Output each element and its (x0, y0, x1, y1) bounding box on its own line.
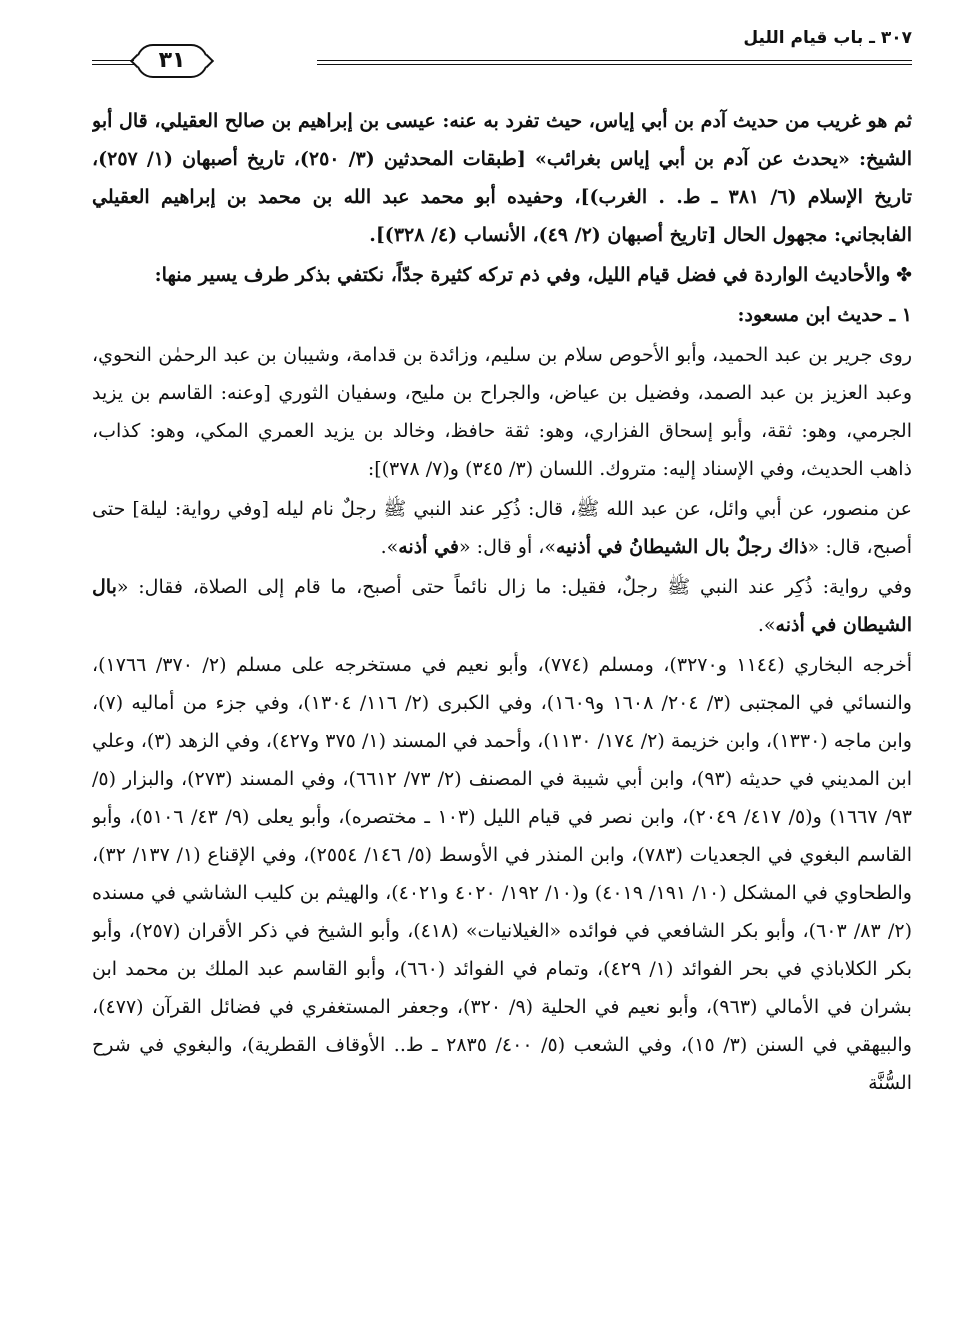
paragraph-5-quote-2: في أذنه (398, 536, 459, 558)
book-page (92, 24, 912, 1324)
paragraph-5-text-a: عن منصور، عن أبي وائل، عن عبد الله ﷺ، قال: ذُكِر عند النبي ﷺ رجلٌ نام ليله [وفي رواية: ليلة] حتى أصبح، قال: « (92, 498, 912, 558)
paragraph-2-text: والأحاديث الواردة في فضل قيام الليل، وفي ذم تركه كثيرة جدّاً، نكتفي بذكر طرف يسير منها: (154, 264, 891, 286)
paragraph-1: ثم هو غريب من حديث آدم بن أبي إياس، حيث تفرد به عنه: عيسى بن إبراهيم بن صالح العقيلي، قال أبو الشيخ: «يحدث عن آدم بن أبي إياس بغرائب» [طبقات المحدثين (٣/ ٢٥٠)، تاريخ أصبهان (١/ ٢٥٧)، تاريخ الإسلام (٦/ ٣٨١ ـ ط. . الغرب)]، وحفيده أبو محمد عبد الله بن محمد بن إبراهيم العقيلي الفابجاني: مجهول الحال [تاريخ أصبهان (٢/ ٤٩)، الأنساب (٤/ ٣٢٨)]. (92, 110, 912, 246)
paragraph-6-text-a: وفي رواية: ذُكِر عند النبي ﷺ رجلٌ، فقيل: ما زال نائماً حتى أصبح، ما قام إلى الصلاة، فقال: « (116, 576, 912, 598)
header-rule-right (317, 60, 912, 65)
paragraph-7: أخرجه البخاري (١١٤٤ و٣٢٧٠)، ومسلم (٧٧٤)، وأبو نعيم في مستخرجه على مسلم (٢/ ٣٧٠/ ١٧٦٦)، والنسائي في المجتبى (٣/ ٢٠٤/ ١٦٠٨ و١٦٠٩)، وفي الكبرى (٢/ ١١٦/ ١٣٠٤)، وفي جزء من أماليه (٧)، وابن ماجه (١٣٣٠)، وابن خزيمة (٢/ ١٧٤/ ١١٣٠)، وأحمد في المسند (١/ ٣٧٥ و٤٢٧)، وفي الزهد (٣)، وعلي ابن المديني في حديثه (٩٣)، وابن أبي شيبة في المصنف (٢/ ٧٣/ ٦٦١٢)، وفي المسند (٢٧٣)، والبزار (٥/ ٩٣/ ١٦٦٧) و(٥/ ٤١٧/ ٢٠٤٩)، وابن نصر في قيام الليل (١٠٣ ـ مختصره)، وأبو يعلى (٩/ ٤٣/ ٥١٠٦)، وأبو القاسم البغوي في الجعديات (٧٨٣)، وابن المنذر في الأوسط (٥/ ١٤٦/ ٢٥٥٤)، وفي الإقناع (١/ ١٣٧/ ٣٢)، والطحاوي في المشكل (١٠/ ١٩١/ ٤٠١٩) و(١٠/ ١٩٢/ ٤٠٢٠ و٤٠٢١)، والهيثم بن كليب الشاشي في مسنده (٢/ ٨٣/ ٦٠٣)، وأبو بكر الشافعي في فوائده «الغيلانيات» (٤١٨)، وأبو الشيخ في ذكر الأقران (٢٥٧)، وأبو بكر الكلاباذي في بحر الفوائد (١/ ٤٢٩)، وتمام في الفوائد (٦٦٠)، وأبو القاسم عبد الملك بن محمد ابن بشران في الأمالي (٩٦٣)، وأبو نعيم في الحلية (٩/ ٣٢٠)، وجعفر المستغفري في فضائل القرآن (٤٧٧)، والبيهقي في السنن (٣/ ١٥)، وفي الشعب (٥/ ٤٠٠/ ٢٨٣٥ ـ ط.. الأوقاف القطرية)، والبغوي في شرح السُّنَّة (92, 654, 912, 1094)
running-title: ٣٠٧ ـ باب قيام الليل (743, 28, 912, 48)
paragraph-5 (92, 490, 912, 566)
page-number: ٣١ (158, 48, 186, 73)
paragraph-5-text-c: ». (380, 536, 399, 558)
page-content (92, 102, 912, 1102)
paragraph-6-quote: بال الشيطان في أذنه (92, 576, 912, 636)
header-rule-left (92, 60, 134, 65)
section-heading: ١ ـ حديث ابن مسعود: (737, 304, 912, 326)
paragraph-6-text-b: ». (757, 614, 776, 636)
paragraph-6 (92, 568, 912, 644)
paragraph-5-quote-1: ذاك رجلٌ بال الشيطانُ في أذنيه (556, 536, 808, 558)
paragraph-2 (92, 256, 912, 294)
paragraph-4: روى جرير بن عبد الحميد، وأبو الأحوص سلام بن سليم، وزائدة بن قدامة، وشيبان بن عبد الرحمٰن النحوي، وعبد العزيز بن عبد الصمد، وفضيل بن عياض، والجراح بن مليح، وسفيان الثوري [وعنه: القاسم بن يزيد الجرمي، وهو: ثقة، وأبو إسحاق الفزاري، وهو: ثقة حافظ، وخالد بن يزيد العمري المكي، وهو: كذاب، ذاهب الحديث، وفي الإسناد إليه: متروك. اللسان (٣/ ٣٤٥) و(٧/ ٣٧٨)]: (92, 344, 912, 480)
ornament-mark: ✤ (896, 264, 912, 286)
paragraph-5-text-b: »، أو قال: « (459, 536, 557, 558)
page-number-box (136, 44, 208, 78)
page-header (92, 24, 912, 84)
